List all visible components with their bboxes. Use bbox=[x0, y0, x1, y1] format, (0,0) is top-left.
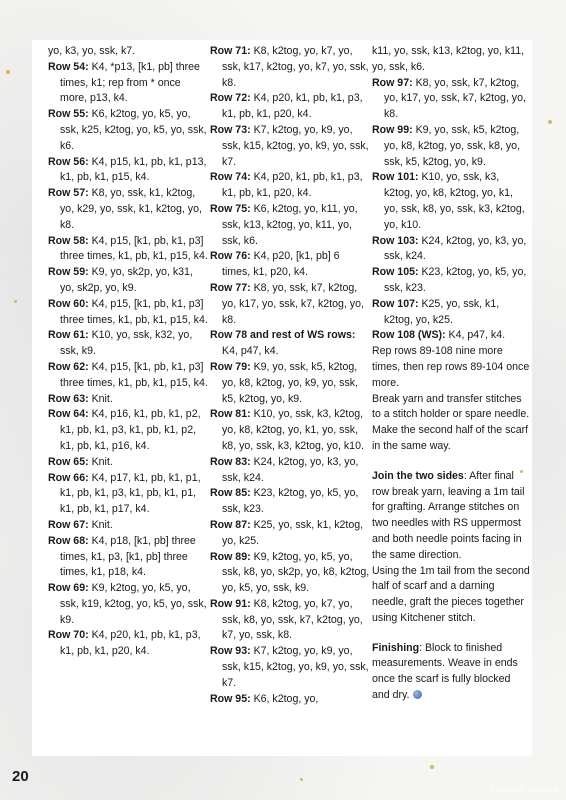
pattern-row bbox=[210, 407, 370, 454]
row-label: Row 83: bbox=[210, 455, 251, 468]
holder-instructions: Break yarn and transfer stitches to a stitch holder or spare needle. bbox=[372, 392, 530, 421]
row-instructions: K8, yo, ssk, k1, k2tog, yo, k29, yo, ssk, k1, k2tog, yo, k8. bbox=[60, 187, 202, 231]
row-instructions: Knit. bbox=[91, 518, 113, 531]
row-label: Row 107: bbox=[372, 297, 419, 310]
row-instructions: K4, p18, [k1, pb] three times, k1, p3, [k1, pb] three times, k1, p18, k4. bbox=[60, 534, 196, 579]
row-label: Row 62: bbox=[48, 360, 89, 373]
row-instructions: K25, yo, ssk, k1, k2tog, yo, k25. bbox=[384, 297, 500, 326]
row-label: Row 103: bbox=[372, 234, 419, 247]
pattern-row bbox=[48, 360, 208, 392]
row-label: Row 108 (WS): bbox=[372, 329, 446, 342]
column-1 bbox=[48, 44, 208, 660]
row-instructions: K23, k2tog, yo, k5, yo, ssk, k23. bbox=[222, 487, 359, 516]
second-half-instructions: Make the second half of the scarf in the same way. bbox=[372, 424, 529, 452]
pattern-row bbox=[210, 202, 370, 249]
pattern-row bbox=[372, 234, 530, 266]
gold-flake bbox=[300, 778, 303, 781]
continued-text: yo, k3, yo, ssk, k7. bbox=[48, 45, 136, 57]
row-label: Row 85: bbox=[210, 487, 251, 500]
row-label: Row 81: bbox=[210, 408, 251, 421]
row-instructions: K4, p15, [k1, pb, k1, p3] three times, k1, pb, k1, p15, k4. bbox=[60, 360, 208, 389]
pattern-row bbox=[210, 455, 370, 487]
row-instructions: K9, yo, ssk, k5, k2tog, yo, k8, k2tog, yo, k9, yo, ssk, k5, k2tog, yo, k9. bbox=[222, 360, 359, 405]
pattern-row bbox=[48, 581, 208, 628]
row-instructions: K4, p20, k1, pb, k1, p3, k1, pb, k1, p20, k4. bbox=[222, 92, 363, 121]
pattern-row bbox=[210, 44, 370, 91]
row-label: Row 58: bbox=[48, 234, 89, 247]
row-instructions: Knit. bbox=[91, 392, 113, 405]
yarn-ball-icon bbox=[413, 690, 422, 699]
pattern-row bbox=[210, 249, 370, 281]
pattern-row bbox=[210, 123, 370, 170]
row-label: Row 87: bbox=[210, 518, 251, 531]
repeat-instructions: Rep rows 89-108 nine more times, then rep rows 89-104 once more. bbox=[372, 345, 530, 389]
pattern-row bbox=[372, 170, 530, 233]
row-instructions: K4, p17, k1, pb, k1, p1, k1, pb, k1, p3, k1, pb, k1, p1, k1, pb, k1, p17, k4. bbox=[60, 471, 201, 516]
finishing-text: : Block to finished measurements. Weave in ends once the scarf is fully blocked and dry. bbox=[372, 641, 518, 702]
row-instructions: K9, yo, sk2p, yo, k31, yo, sk2p, yo, k9. bbox=[60, 266, 193, 294]
row-instructions: Knit. bbox=[91, 455, 113, 468]
column-2 bbox=[210, 44, 370, 707]
pattern-row bbox=[210, 170, 370, 202]
row-instructions: K4, p20, [k1, pb] 6 times, k1, p20, k4. bbox=[222, 250, 340, 279]
row-instructions: K4, p16, k1, pb, k1, p2, k1, pb, k1, p3, k1, pb, k1, p2, k1, pb, k1, p16, k4. bbox=[60, 408, 201, 452]
pattern-row bbox=[48, 155, 208, 187]
pattern-row bbox=[372, 76, 530, 123]
row-label: Row 67: bbox=[48, 518, 89, 531]
row-label: Row 70: bbox=[48, 629, 89, 642]
row-label: Row 66: bbox=[48, 471, 89, 484]
pattern-row bbox=[210, 328, 370, 360]
pattern-row bbox=[210, 692, 370, 708]
pattern-row bbox=[48, 234, 208, 266]
row-instructions: K24, k2tog, yo, k3, yo, ssk, k24. bbox=[384, 234, 527, 263]
row-label: Row 60: bbox=[48, 297, 89, 310]
paragraph-gap bbox=[372, 455, 530, 469]
row-label: Row 71: bbox=[210, 45, 251, 57]
pattern-row bbox=[48, 455, 208, 471]
row-instructions: K10, yo, ssk, k32, yo, ssk, k9. bbox=[60, 329, 193, 358]
row-label: Row 57: bbox=[48, 187, 89, 200]
pattern-row bbox=[48, 518, 208, 534]
row-instructions: K8, yo, ssk, k7, k2tog, yo, k17, yo, ssk, k7, k2tog, yo, k8. bbox=[384, 76, 526, 121]
row-label: Row 101: bbox=[372, 171, 419, 184]
watermark: PassionForum.ru bbox=[489, 784, 558, 794]
row-instructions: K6, k2tog, yo, k5, yo, ssk, k25, k2tog, yo, k5, yo, ssk, k6. bbox=[60, 108, 207, 152]
pattern-row bbox=[210, 360, 370, 407]
row-instructions: K23, k2tog, yo, k5, yo, ssk, k23. bbox=[384, 266, 527, 294]
pattern-row bbox=[372, 265, 530, 297]
row-label: Row 65: bbox=[48, 455, 89, 468]
row-instructions: K10, yo, ssk, k3, k2tog, yo, k8, k2tog, yo, k1, yo, ssk, k8, yo, ssk, k3, k2tog, yo, k10. bbox=[384, 171, 525, 231]
row-label: Row 64: bbox=[48, 408, 89, 421]
graft-instructions: Using the 1m tail from the second half of scarf and a darning needle, graft the pieces together using Kitchener stitch. bbox=[372, 564, 530, 624]
pattern-row bbox=[48, 471, 208, 518]
row-label: Row 76: bbox=[210, 250, 251, 263]
gold-flake bbox=[548, 120, 552, 124]
page-number: 20 bbox=[12, 768, 29, 785]
row-label: Row 77: bbox=[210, 281, 251, 294]
row-label: Row 74: bbox=[210, 171, 251, 184]
paragraph-gap bbox=[372, 627, 530, 641]
row-label: Row 95: bbox=[210, 692, 251, 705]
gold-flake bbox=[430, 765, 434, 769]
row-instructions: K4, p15, [k1, pb, k1, p3] three times, k1, pb, k1, p15, k4. bbox=[60, 234, 208, 263]
pattern-row bbox=[48, 107, 208, 154]
row-label: Row 75: bbox=[210, 202, 251, 215]
row-label: Row 97: bbox=[372, 76, 413, 89]
pattern-row bbox=[48, 297, 208, 329]
row-instructions: K8, yo, ssk, k7, k2tog, yo, k17, yo, ssk, k7, k2tog, yo, k8. bbox=[222, 281, 364, 326]
pattern-row bbox=[48, 60, 208, 107]
row-instructions: K4, *p13, [k1, pb] three times, k1; rep from * once more, p13, k4. bbox=[60, 60, 200, 105]
join-heading: Join the two sides bbox=[372, 469, 464, 482]
finishing-section bbox=[372, 641, 530, 704]
row-instructions: K7, k2tog, yo, k9, yo, ssk, k15, k2tog, yo, k9, yo, ssk, k7. bbox=[222, 645, 369, 689]
row-label: Row 78 and rest of WS rows: bbox=[210, 329, 356, 342]
pattern-row bbox=[372, 328, 530, 344]
pattern-row bbox=[210, 281, 370, 328]
finishing-heading: Finishing bbox=[372, 641, 420, 654]
gold-flake bbox=[14, 300, 17, 303]
row-label: Row 55: bbox=[48, 108, 89, 121]
row-instructions: K9, k2tog, yo, k5, yo, ssk, k8, yo, sk2p, yo, k8, k2tog, yo, k5, yo, ssk, k9. bbox=[222, 550, 370, 595]
join-text: : After final row break yarn, leaving a 1m tail for grafting. Arrange stitches on two needles with RS uppermost and both needle points facing in the same direction. bbox=[372, 469, 525, 561]
row-instructions: K24, k2tog, yo, k3, yo, ssk, k24. bbox=[222, 455, 359, 484]
row-instructions: K10, yo, ssk, k3, k2tog, yo, k8, k2tog, yo, k1, yo, ssk, k8, yo, ssk, k3, k2tog, yo, k10. bbox=[222, 408, 364, 452]
row-instructions: K9, yo, ssk, k5, k2tog, yo, k8, k2tog, yo, ssk, k8, yo, ssk, k5, k2tog, yo, k9. bbox=[384, 123, 521, 168]
pattern-row bbox=[210, 550, 370, 597]
row-label: Row 61: bbox=[48, 329, 89, 342]
column-3 bbox=[372, 44, 530, 704]
row-label: Row 54: bbox=[48, 60, 89, 73]
row-label: Row 89: bbox=[210, 550, 251, 563]
row-label: Row 99: bbox=[372, 123, 413, 136]
row-label: Row 56: bbox=[48, 155, 89, 168]
row-label: Row 79: bbox=[210, 360, 251, 373]
row-label: Row 68: bbox=[48, 534, 89, 547]
row-label: Row 93: bbox=[210, 645, 251, 658]
row-instructions: K8, k2tog, yo, k7, yo, ssk, k8, yo, ssk, k7, k2tog, yo, k7, yo, ssk, k8. bbox=[222, 597, 363, 642]
row-label: Row 63: bbox=[48, 392, 89, 405]
pattern-row bbox=[210, 644, 370, 691]
row-label: Row 72: bbox=[210, 92, 251, 105]
row-label: Row 59: bbox=[48, 266, 89, 279]
row-instructions: K7, k2tog, yo, k9, yo, ssk, k15, k2tog, yo, k9, yo, ssk, k7. bbox=[222, 123, 369, 168]
row-instructions: K4, p47, k4. bbox=[222, 345, 279, 358]
row-label: Row 91: bbox=[210, 597, 251, 610]
pattern-row bbox=[48, 534, 208, 581]
row-label: Row 105: bbox=[372, 266, 419, 279]
row-instructions: K4, p20, k1, pb, k1, p3, k1, pb, k1, p20, k4. bbox=[222, 171, 363, 200]
pattern-row bbox=[48, 407, 208, 454]
pattern-row bbox=[372, 123, 530, 170]
row-instructions: K25, yo, ssk, k1, k2tog, yo, k25. bbox=[222, 518, 364, 547]
row-instructions: K6, k2tog, yo, k11, yo, ssk, k13, k2tog, yo, k11, yo, ssk, k6. bbox=[222, 202, 358, 247]
continued-text: k11, yo, ssk, k13, k2tog, yo, k11, yo, ssk, k6. bbox=[372, 45, 525, 73]
pattern-row bbox=[48, 265, 208, 297]
row-instructions: K4, p15, k1, pb, k1, p13, k1, pb, k1, p15, k4. bbox=[60, 155, 207, 184]
row-label: Row 73: bbox=[210, 123, 251, 136]
pattern-row bbox=[48, 186, 208, 233]
pattern-row bbox=[210, 486, 370, 518]
join-section bbox=[372, 469, 530, 564]
row-instructions: K8, k2tog, yo, k7, yo, ssk, k17, k2tog, yo, k7, yo, ssk, k8. bbox=[222, 45, 369, 89]
pattern-row bbox=[48, 628, 208, 660]
pattern-row bbox=[210, 91, 370, 123]
row-instructions: K6, k2tog, yo, bbox=[253, 692, 319, 705]
pattern-row bbox=[372, 297, 530, 329]
row-label: Row 69: bbox=[48, 582, 89, 595]
pattern-row bbox=[210, 597, 370, 644]
row-instructions: K9, k2tog, yo, k5, yo, ssk, k19, k2tog, yo, k5, yo, ssk, k9. bbox=[60, 582, 207, 626]
pattern-row bbox=[48, 392, 208, 408]
row-instructions: K4, p47, k4. bbox=[448, 329, 506, 342]
pattern-row bbox=[48, 328, 208, 360]
gold-flake bbox=[6, 70, 10, 74]
row-instructions: K4, p15, [k1, pb, k1, p3] three times, k1, pb, k1, p15, k4. bbox=[60, 297, 208, 326]
pattern-row bbox=[210, 518, 370, 550]
row-instructions: K4, p20, k1, pb, k1, p3, k1, pb, k1, p20, k4. bbox=[60, 629, 201, 658]
